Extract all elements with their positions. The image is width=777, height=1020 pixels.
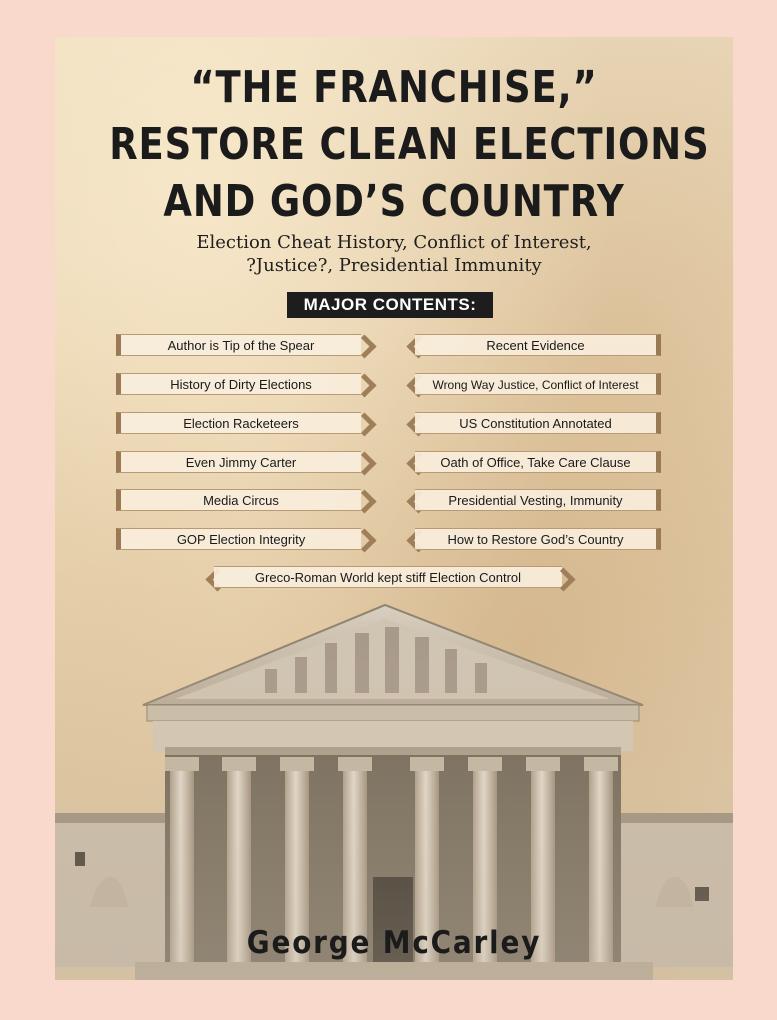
contents-right-item: Wrong Way Justice, Conflict of Interest (415, 373, 661, 395)
title-line-2: RESTORE CLEAN ELECTIONS (109, 119, 710, 170)
major-contents-label: MAJOR CONTENTS: (287, 292, 493, 318)
contents-right-item: Recent Evidence (415, 334, 661, 356)
supreme-court-building-illustration (55, 597, 733, 980)
contents-left-item: Author is Tip of the Spear (116, 334, 361, 356)
contents-right-item: Presidential Vesting, Immunity (415, 489, 661, 511)
subtitle-line-2: ?Justice?, Presidential Immunity (246, 255, 542, 276)
contents-right-item: Oath of Office, Take Care Clause (415, 451, 661, 473)
contents-left-item: Election Racketeers (116, 412, 361, 434)
contents-right-item: How to Restore God’s Country (415, 528, 661, 550)
contents-left-item: GOP Election Integrity (116, 528, 361, 550)
subtitle-line-1: Election Cheat History, Conflict of Interest, (196, 232, 592, 253)
book-cover (55, 37, 733, 980)
contents-left-item: History of Dirty Elections (116, 373, 361, 395)
contents-right-item: US Constitution Annotated (415, 412, 661, 434)
author-name: George McCarley (246, 925, 542, 961)
title-line-3: AND GOD’S COUNTRY (163, 176, 625, 227)
contents-left-item: Media Circus (116, 489, 361, 511)
contents-bottom-item: Greco-Roman World kept stiff Election Control (214, 566, 562, 588)
contents-left-item: Even Jimmy Carter (116, 451, 361, 473)
title-line-1: “THE FRANCHISE,” (190, 62, 598, 113)
